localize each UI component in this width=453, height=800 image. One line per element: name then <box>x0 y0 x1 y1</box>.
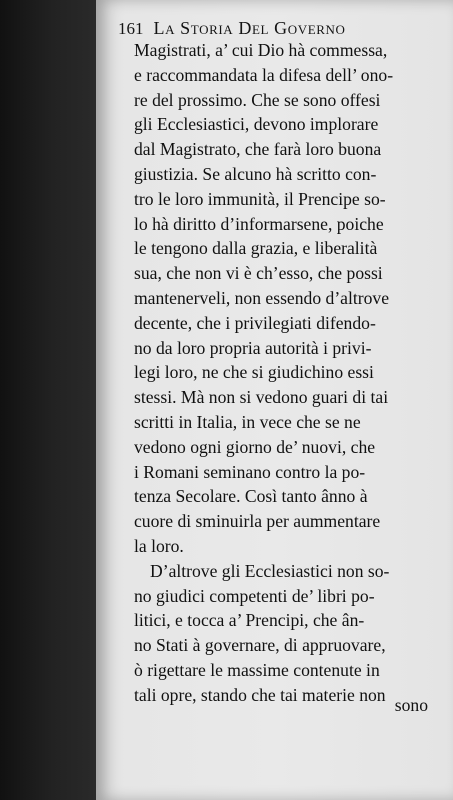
text-line: re del prossimo. Che se sono offesi <box>134 89 381 110</box>
text-line: la loro. <box>134 535 184 556</box>
text-line: vedono ogni giorno de’ nuovi, che <box>134 436 376 457</box>
text-line: Magistrati, a’ cui Dio hà commessa, <box>134 40 388 60</box>
text-line: tenza Secolare. Così tanto ânno à <box>134 486 368 507</box>
text-line: lo hà diritto d’informarsene, poiche <box>134 213 384 234</box>
catchword: sono <box>394 695 428 715</box>
text-line: D’altrove gli Ecclesiastici non so- <box>150 560 390 581</box>
text-line: stessi. Mà non si vedono guari di tai <box>134 387 389 408</box>
text-line: ò rigettare le massime contenute in <box>134 659 380 680</box>
text-line: mantenerveli, non essendo d’altrove <box>134 287 390 308</box>
text-line: giustizia. Se alcuno hà scritto con- <box>134 163 377 184</box>
text-line: dal Magistrato, che farà loro buona <box>134 139 382 160</box>
page-number: 161 <box>118 19 144 38</box>
text-line: tro le loro immunità, il Prencipe so- <box>134 188 386 209</box>
text-line: no giudici competenti de’ libri po- <box>134 585 375 606</box>
text-line: decente, che i privilegiati difendo- <box>134 312 376 333</box>
text-line: tali opre, stando che tai materie non <box>134 684 386 705</box>
text-line: cuore di sminuirla per aummentare <box>134 511 381 532</box>
text-line: legi loro, ne che si giudichino essi <box>134 362 374 383</box>
text-line: no da loro propria autorità i privi- <box>134 337 372 358</box>
body-text <box>134 38 439 708</box>
text-line: le tengono dalla grazia, e liberalità <box>134 238 378 259</box>
running-title: La Storia Del Governo <box>153 18 346 38</box>
book-gutter <box>0 0 96 800</box>
text-line: scritti in Italia, in vece che se ne <box>134 411 361 432</box>
text-line: no Stati à governare, di appruovare, <box>134 635 386 656</box>
text-line: e raccommandata la difesa dell’ ono- <box>134 64 394 85</box>
text-line: i Romani seminano contro la po- <box>134 461 366 482</box>
text-line: sua, che non vi è ch’esso, che possi <box>134 263 383 284</box>
text-line: litici, e tocca a’ Prencipi, che ân- <box>134 610 365 631</box>
text-line: gli Ecclesiastici, devono implorare <box>134 114 379 135</box>
